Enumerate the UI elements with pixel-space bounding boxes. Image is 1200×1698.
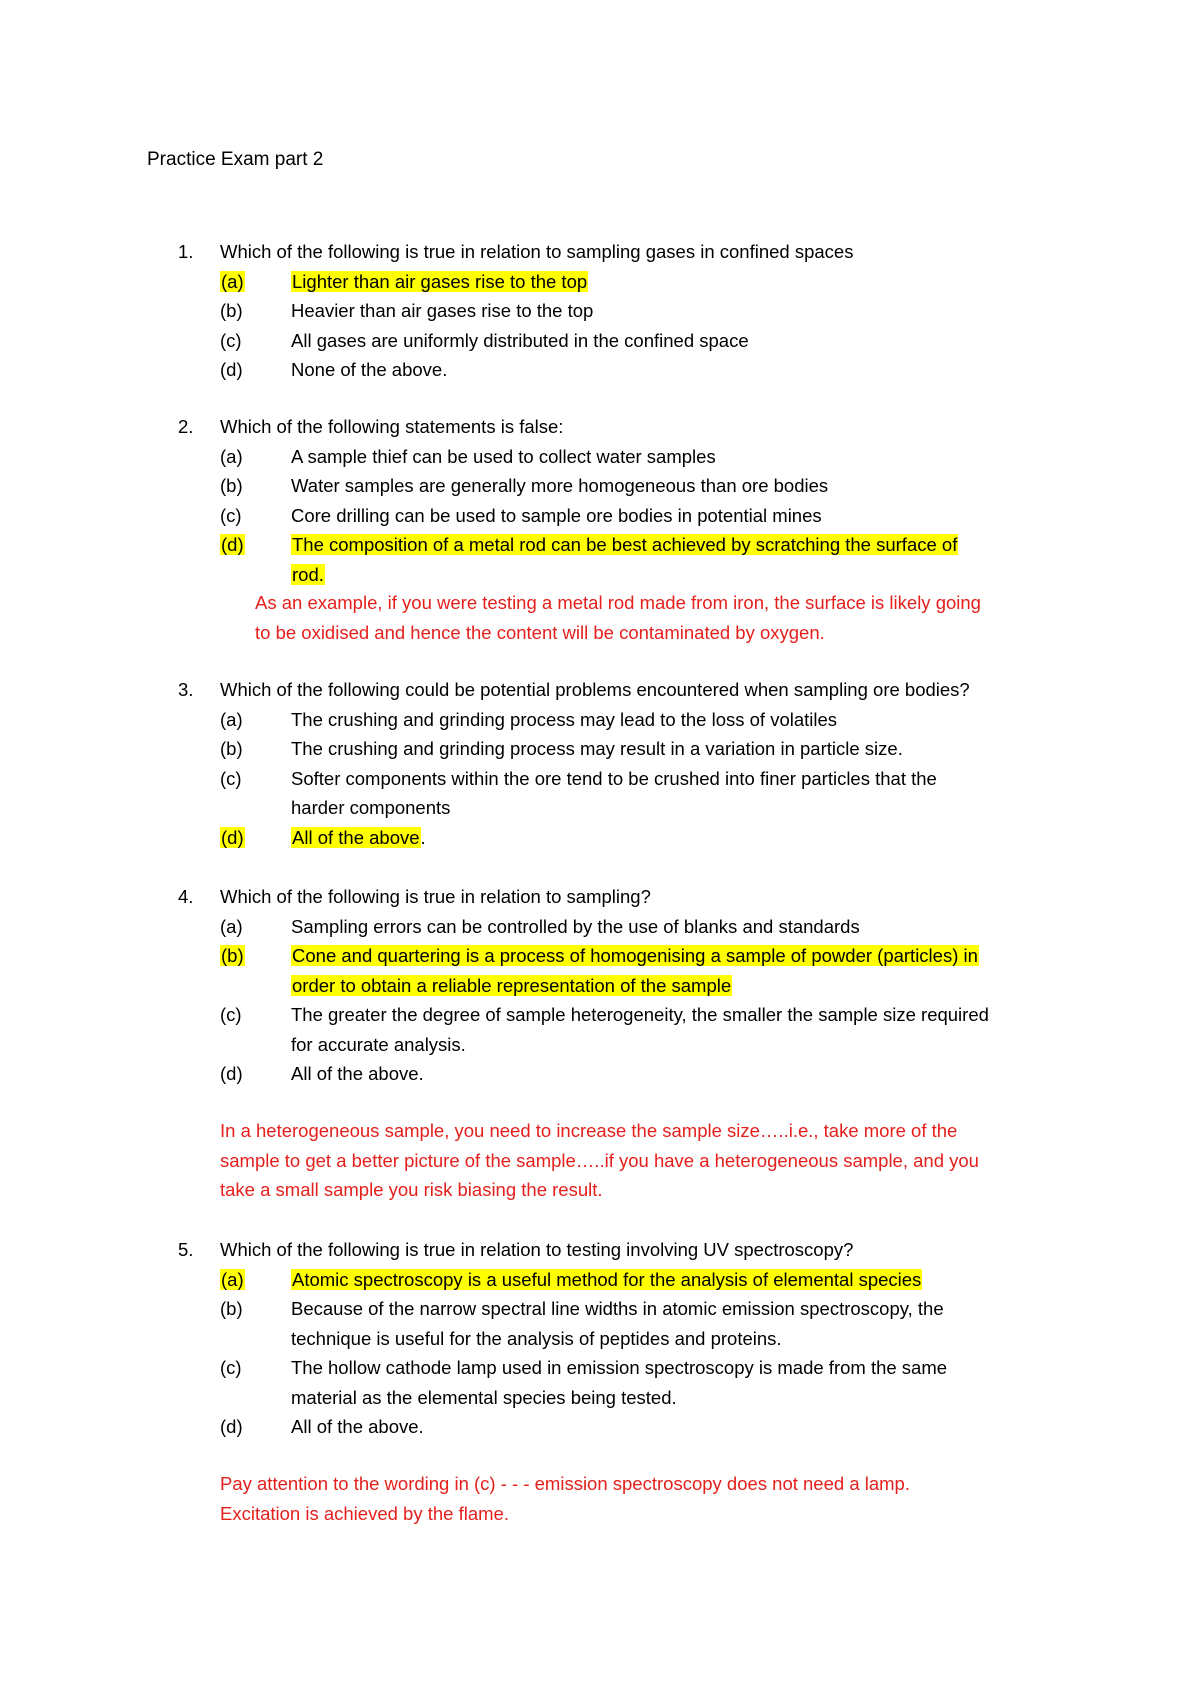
- highlighted-answer: Atomic spectroscopy is a useful method for the analysis of elemental species: [292, 1268, 922, 1290]
- option-text: [291, 1268, 922, 1292]
- option-text: [291, 533, 958, 557]
- highlighted-answer: Lighter than air gases rise to the top: [292, 270, 588, 292]
- option-text: All gases are uniformly distributed in the confined space: [291, 329, 749, 351]
- option-text: The crushing and grinding process may result in a variation in particle size.: [291, 738, 903, 759]
- highlighted-label: (a): [221, 270, 244, 292]
- highlighted-answer: All of the above: [292, 826, 420, 848]
- option-label: [220, 944, 245, 968]
- option-text: [291, 826, 426, 850]
- option-text: A sample thief can be used to collect water samples: [291, 445, 716, 467]
- option-text: All of the above.: [291, 1416, 424, 1437]
- option-text: All of the above.: [291, 1063, 424, 1084]
- question-stem: Which of the following could be potential problems encountered when sampling ore bodies?: [220, 679, 970, 700]
- explanation-note: Excitation is achieved by the flame.: [220, 1502, 509, 1524]
- option-text: Because of the narrow spectral line widths in atomic emission spectroscopy, the: [291, 1298, 944, 1319]
- option-label: [220, 1268, 245, 1292]
- option-text: material as the elemental species being tested.: [291, 1386, 677, 1408]
- explanation-note: Pay attention to the wording in (c) - - - emission spectroscopy does not need a lamp.: [220, 1473, 910, 1494]
- option-text: The crushing and grinding process may lead to the loss of volatiles: [291, 708, 838, 730]
- question-stem: Which of the following is true in relation to sampling?: [220, 886, 651, 907]
- question-number: 5.: [178, 1239, 194, 1260]
- option-text: [291, 944, 979, 968]
- explanation-note: sample to get a better picture of the sample…..if you have a heterogeneous sample, and you: [220, 1149, 979, 1171]
- highlighted-answer: rod.: [292, 563, 324, 585]
- explanation-note: take a small sample you risk biasing the result.: [220, 1179, 603, 1200]
- option-text: The hollow cathode lamp used in emission spectroscopy is made from the same: [291, 1357, 948, 1378]
- explanation-note: In a heterogeneous sample, you need to increase the sample size…..i.e., take more of the: [220, 1120, 958, 1141]
- option-label: [220, 270, 245, 294]
- option-label: (c): [220, 329, 242, 351]
- option-label: (d): [220, 1416, 243, 1437]
- option-text: Sampling errors can be controlled by the use of blanks and standards: [291, 915, 860, 937]
- explanation-note: As an example, if you were testing a metal rod made from iron, the surface is likely going: [255, 592, 981, 613]
- highlighted-answer: order to obtain a reliable representation of the sample: [292, 974, 732, 996]
- option-label: (b): [220, 738, 243, 759]
- question-number: 4.: [178, 886, 194, 907]
- highlighted-answer: The composition of a metal rod can be best achieved by scratching the surface of: [292, 534, 958, 555]
- option-label: (c): [220, 767, 242, 789]
- question-number: 2.: [178, 416, 194, 437]
- highlighted-label: (a): [221, 1268, 244, 1290]
- highlighted-label: (b): [221, 945, 244, 966]
- question-stem: Which of the following is true in relation to sampling gases in confined spaces: [220, 241, 854, 262]
- answer-suffix: .: [420, 826, 426, 848]
- option-label: (c): [220, 1004, 242, 1025]
- highlighted-label: (d): [221, 534, 244, 555]
- question-number: 3.: [178, 679, 194, 700]
- option-text: for accurate analysis.: [291, 1033, 466, 1055]
- option-text: The greater the degree of sample heterogeneity, the smaller the sample size required: [291, 1004, 989, 1025]
- option-text: harder components: [291, 797, 451, 818]
- option-label: (a): [220, 445, 243, 467]
- option-text: Softer components within the ore tend to be crushed into finer particles that the: [291, 767, 937, 789]
- option-label: (b): [220, 475, 243, 496]
- option-text: Heavier than air gases rise to the top: [291, 300, 594, 321]
- option-text: Water samples are generally more homogeneous than ore bodies: [291, 475, 829, 496]
- option-label: (a): [220, 915, 243, 937]
- option-text: technique is useful for the analysis of peptides and proteins.: [291, 1327, 782, 1349]
- question-stem: Which of the following is true in relation to testing involving UV spectroscopy?: [220, 1239, 854, 1260]
- option-text: [291, 270, 588, 294]
- option-text: None of the above.: [291, 359, 448, 380]
- option-text: [291, 563, 325, 587]
- option-text: [291, 974, 732, 998]
- option-label: [220, 826, 245, 850]
- option-label: (c): [220, 504, 242, 526]
- explanation-note: to be oxidised and hence the content will be contaminated by oxygen.: [255, 621, 825, 643]
- question-number: 1.: [178, 241, 194, 262]
- option-label: (c): [220, 1357, 242, 1378]
- question-stem: Which of the following statements is false:: [220, 416, 564, 437]
- highlighted-label: (d): [221, 826, 244, 848]
- option-label: (d): [220, 1063, 243, 1084]
- page-title: Practice Exam part 2: [147, 149, 324, 170]
- highlighted-answer: Cone and quartering is a process of homogenising a sample of powder (particles) in: [292, 945, 978, 966]
- option-label: (d): [220, 359, 243, 380]
- option-label: (b): [220, 1298, 243, 1319]
- option-label: (b): [220, 300, 243, 321]
- option-label: [220, 533, 245, 557]
- option-label: (a): [220, 708, 243, 730]
- option-text: Core drilling can be used to sample ore bodies in potential mines: [291, 504, 822, 526]
